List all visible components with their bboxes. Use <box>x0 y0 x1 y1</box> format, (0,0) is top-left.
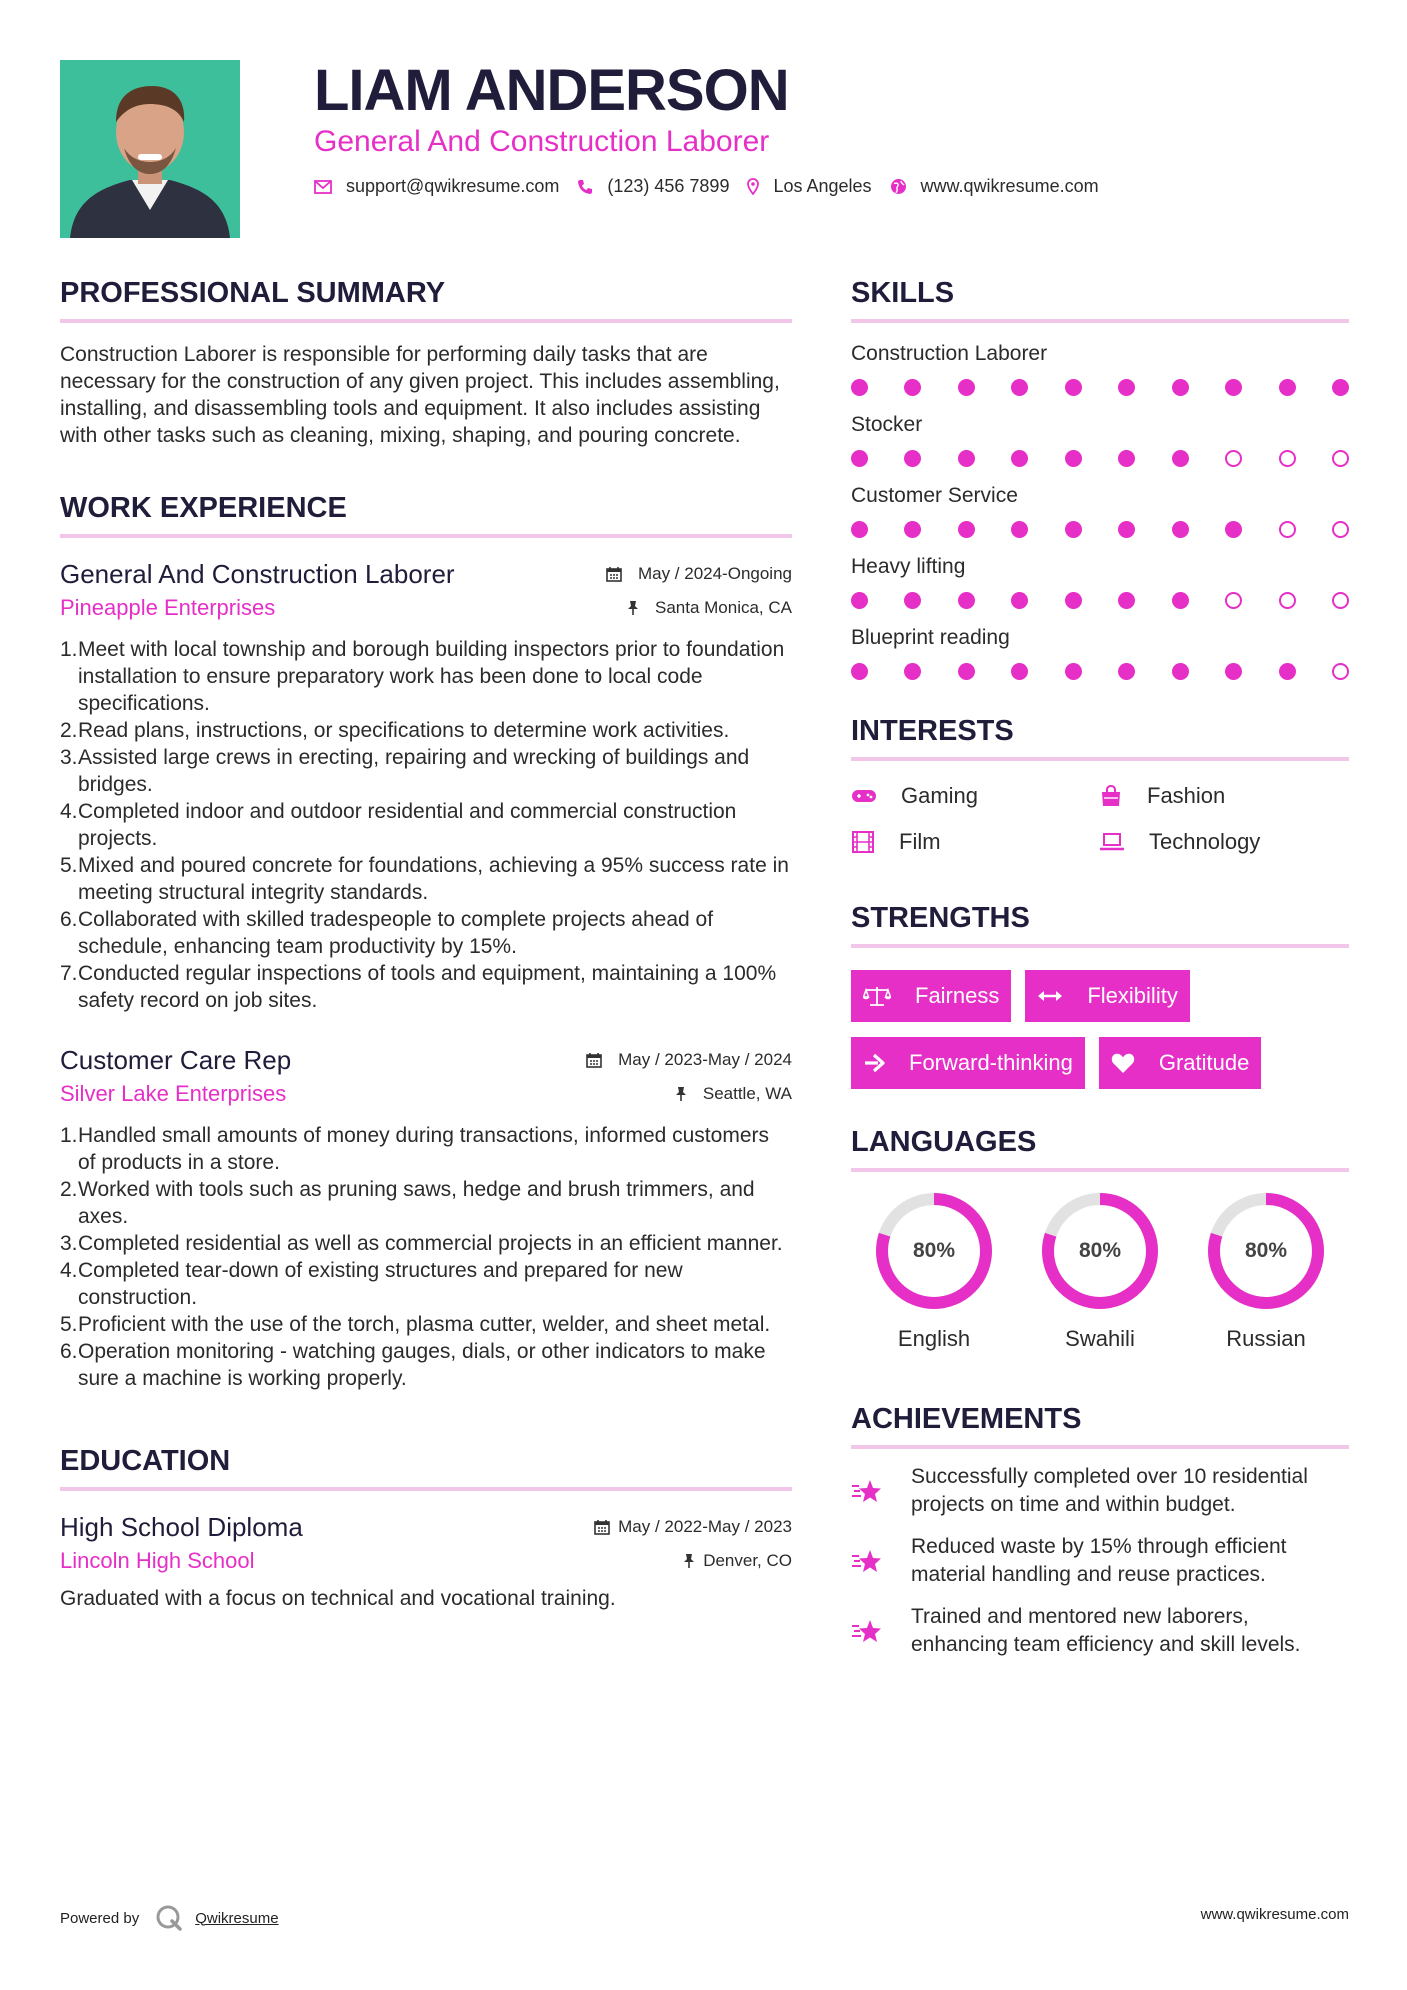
rating-dot-filled <box>1172 521 1189 538</box>
job-date <box>606 564 792 584</box>
list-item <box>60 906 792 960</box>
strength-label: Fairness <box>915 983 1000 1008</box>
rating-dot-filled <box>1332 379 1349 396</box>
arrows-horizontal-icon <box>1037 989 1075 1003</box>
interest-label: Technology <box>1149 829 1261 854</box>
list-item-text: Mixed and poured concrete for foundations, achieving a 95% success rate in meeting structural integrity standards. <box>78 854 789 904</box>
rating-dot-filled <box>851 521 868 538</box>
list-number: 4. <box>60 800 78 823</box>
strength-chip <box>1099 1037 1262 1089</box>
strength-chip <box>851 1037 1085 1089</box>
rating-dot-filled <box>1279 663 1296 680</box>
list-number: 3. <box>60 746 78 769</box>
language-list <box>851 1190 1349 1352</box>
envelope-icon <box>314 180 332 194</box>
list-item-text: Meet with local township and borough building inspectors prior to foundation installation to ensure preparatory work has been done to local code specifications. <box>78 638 785 715</box>
interest-item <box>1099 829 1349 855</box>
education-location-text: Denver, CO <box>703 1551 792 1570</box>
list-item-text: Collaborated with skilled tradespeople to complete projects ahead of schedule, enhancing team productivity by 15%. <box>78 908 714 958</box>
qwikresume-logo-icon <box>155 1904 183 1932</box>
list-item <box>60 1257 792 1311</box>
rating-dot-filled <box>958 379 975 396</box>
rating-dot-filled <box>1225 521 1242 538</box>
language-name: Russian <box>1226 1326 1306 1351</box>
interests-title: INTERESTS <box>851 715 1014 747</box>
experience-section <box>60 491 792 1392</box>
rating-dot-filled <box>1065 592 1082 609</box>
rating-dot-filled <box>958 521 975 538</box>
languages-section <box>851 1125 1349 1352</box>
list-item-text: Operation monitoring - watching gauges, dials, or other indicators to make sure a machine is working properly. <box>78 1340 766 1390</box>
rating-dot-filled <box>851 592 868 609</box>
summary-title: PROFESSIONAL SUMMARY <box>60 277 446 309</box>
calendar-icon <box>586 1052 610 1068</box>
rating-dot-filled <box>851 450 868 467</box>
strength-label: Forward-thinking <box>909 1050 1073 1075</box>
section-divider <box>851 1168 1349 1172</box>
language-item <box>851 1190 1017 1352</box>
skill-item <box>851 625 1349 680</box>
skills-title: SKILLS <box>851 277 955 309</box>
job-location-text: Santa Monica, CA <box>654 598 792 617</box>
strengths-section <box>851 901 1349 1089</box>
list-item <box>60 1122 792 1176</box>
list-number: 5. <box>60 1313 78 1336</box>
list-item <box>60 744 792 798</box>
contact-website[interactable] <box>890 176 1099 197</box>
gamepad-icon <box>851 787 889 805</box>
language-percent: 80% <box>1244 1239 1288 1262</box>
rating-dot-filled <box>904 663 921 680</box>
film-icon <box>851 830 887 854</box>
job-bullets <box>60 636 792 1014</box>
job-date-text: May / 2024-Ongoing <box>637 564 792 583</box>
rating-dot-filled <box>958 663 975 680</box>
list-number: 6. <box>60 908 78 931</box>
list-item <box>60 717 792 744</box>
skill-name: Stocker <box>851 413 923 436</box>
language-percent: 80% <box>1078 1239 1122 1262</box>
rating-dot-filled <box>1172 592 1189 609</box>
strength-label: Gratitude <box>1158 1050 1250 1075</box>
rating-dot-filled <box>1225 379 1242 396</box>
contact-phone[interactable] <box>577 176 729 197</box>
rating-dot-filled <box>1118 663 1135 680</box>
profile-photo <box>60 60 240 238</box>
skill-rating <box>851 450 1349 467</box>
education-section <box>60 1444 792 1612</box>
job-location-text: Seattle, WA <box>702 1084 792 1103</box>
rating-dot-empty <box>1332 663 1349 680</box>
job-title: Customer Care Rep <box>60 1045 292 1075</box>
summary-section <box>60 276 792 449</box>
skill-item <box>851 554 1349 609</box>
strengths-title: STRENGTHS <box>851 902 1030 934</box>
achievement-item <box>851 1533 1349 1589</box>
section-divider <box>851 944 1349 948</box>
skill-list <box>851 341 1349 680</box>
contact-email[interactable] <box>314 176 559 197</box>
skill-name: Customer Service <box>851 484 1018 507</box>
achievements-section <box>851 1402 1349 1659</box>
section-divider <box>60 319 792 323</box>
education-location <box>683 1551 792 1571</box>
strength-label: Flexibility <box>1087 983 1178 1008</box>
rating-dot-empty <box>1279 521 1296 538</box>
list-item-text: Assisted large crews in erecting, repairing and wrecking of buildings and bridges. <box>78 746 750 796</box>
language-item <box>1017 1190 1183 1352</box>
job-date-text: May / 2023-May / 2024 <box>618 1050 792 1069</box>
rating-dot-filled <box>1225 663 1242 680</box>
job-entry <box>60 558 792 1014</box>
section-divider <box>851 319 1349 323</box>
skill-name: Construction Laborer <box>851 342 1048 365</box>
strength-chip <box>1025 970 1189 1022</box>
interest-label: Fashion <box>1147 783 1226 808</box>
list-number: 6. <box>60 1340 78 1363</box>
list-number: 7. <box>60 962 78 985</box>
interest-label: Gaming <box>901 783 979 808</box>
list-item-text: Worked with tools such as pruning saws, hedge and brush trimmers, and axes. <box>78 1178 755 1228</box>
education-school: Lincoln High School <box>60 1548 255 1573</box>
list-number: 1. <box>60 1124 78 1147</box>
skills-section <box>851 276 1349 680</box>
contact-bar <box>314 176 1117 197</box>
rating-dot-empty <box>1279 592 1296 609</box>
star-burst-icon <box>851 1603 897 1659</box>
job-location <box>627 598 792 618</box>
star-burst-icon <box>851 1463 897 1519</box>
list-item-text: Completed tear-down of existing structures and prepared for new construction. <box>78 1259 683 1309</box>
rating-dot-filled <box>1065 521 1082 538</box>
education-entry <box>60 1511 792 1612</box>
language-item <box>1183 1190 1349 1352</box>
rating-dot-empty <box>1332 450 1349 467</box>
shopping-bag-icon <box>1099 784 1135 808</box>
language-ring <box>873 1190 995 1312</box>
job-list <box>60 558 792 1392</box>
education-date <box>594 1517 792 1537</box>
achievement-text: Reduced waste by 15% through efficient material handling and reuse practices. <box>911 1535 1287 1586</box>
job-date <box>586 1050 792 1070</box>
rating-dot-filled <box>958 450 975 467</box>
job-entry <box>60 1044 792 1392</box>
strength-chip <box>851 970 1011 1022</box>
pushpin-icon <box>683 1553 695 1569</box>
skill-item <box>851 483 1349 538</box>
rating-dot-filled <box>958 592 975 609</box>
achievement-list <box>851 1463 1349 1659</box>
rating-dot-filled <box>1011 592 1028 609</box>
job-title: General And Construction Laborer <box>60 559 455 589</box>
rating-dot-empty <box>1332 592 1349 609</box>
section-divider <box>851 757 1349 761</box>
list-number: 1. <box>60 638 78 661</box>
rating-dot-empty <box>1225 450 1242 467</box>
rating-dot-filled <box>1011 379 1028 396</box>
rating-dot-filled <box>1011 450 1028 467</box>
interest-item <box>851 783 1099 809</box>
calendar-icon <box>606 566 630 582</box>
list-number: 4. <box>60 1259 78 1282</box>
interest-item <box>851 829 1099 855</box>
arrow-right-icon <box>863 1053 897 1073</box>
footer-powered-by <box>60 1904 279 1932</box>
rating-dot-empty <box>1279 450 1296 467</box>
rating-dot-filled <box>1065 663 1082 680</box>
skill-rating <box>851 379 1349 396</box>
interest-label: Film <box>899 829 941 854</box>
rating-dot-filled <box>1172 379 1189 396</box>
contact-website-text: www.qwikresume.com <box>920 176 1099 196</box>
rating-dot-filled <box>1279 379 1296 396</box>
achievement-text: Successfully completed over 10 residential projects on time and within budget. <box>911 1465 1308 1516</box>
candidate-name: LIAM ANDERSON <box>314 58 789 123</box>
list-item <box>60 636 792 717</box>
interest-list <box>851 783 1349 855</box>
list-item-text: Read plans, instructions, or specifications to determine work activities. <box>78 719 730 742</box>
candidate-role: General And Construction Laborer <box>314 125 770 158</box>
education-text: Graduated with a focus on technical and vocational training. <box>60 1587 616 1610</box>
list-item-text: Completed indoor and outdoor residential and commercial construction projects. <box>78 800 737 850</box>
job-company: Silver Lake Enterprises <box>60 1081 287 1106</box>
list-item-text: Conducted regular inspections of tools and equipment, maintaining a 100% safety record on job sites. <box>78 962 777 1012</box>
rating-dot-filled <box>904 592 921 609</box>
contact-phone-text: (123) 456 7899 <box>607 176 730 196</box>
rating-dot-filled <box>1172 450 1189 467</box>
rating-dot-filled <box>1172 663 1189 680</box>
heart-icon <box>1111 1052 1147 1074</box>
job-location <box>675 1084 792 1104</box>
contact-location <box>747 176 871 197</box>
rating-dot-filled <box>1011 521 1028 538</box>
rating-dot-filled <box>851 379 868 396</box>
interests-section <box>851 714 1349 855</box>
languages-title: LANGUAGES <box>851 1126 1037 1158</box>
achievement-item <box>851 1603 1349 1659</box>
list-item <box>60 852 792 906</box>
rating-dot-filled <box>1118 379 1135 396</box>
skill-rating <box>851 663 1349 680</box>
summary-text: Construction Laborer is responsible for performing daily tasks that are necessary for the construction of any given project. This includes assembling, installing, and disassembling tools and equipment. It also includes assisting with other tasks such as cleaning, mixing, shaping, and pouring concrete. <box>60 343 780 447</box>
language-ring <box>1205 1190 1327 1312</box>
calendar-icon <box>594 1519 610 1535</box>
achievements-title: ACHIEVEMENTS <box>851 1403 1082 1435</box>
list-item <box>60 1311 792 1338</box>
language-percent: 80% <box>912 1239 956 1262</box>
language-name: Swahili <box>1065 1326 1135 1351</box>
pushpin-icon <box>675 1086 695 1102</box>
rating-dot-filled <box>1118 450 1135 467</box>
right-column <box>851 276 1349 1659</box>
section-divider <box>60 534 792 538</box>
skill-item <box>851 412 1349 467</box>
achievement-text: Trained and mentored new laborers, enhancing team efficiency and skill levels. <box>911 1605 1301 1656</box>
skill-name: Blueprint reading <box>851 626 1010 649</box>
contact-email-text: support@qwikresume.com <box>346 176 560 196</box>
rating-dot-filled <box>851 663 868 680</box>
job-company: Pineapple Enterprises <box>60 595 276 620</box>
list-number: 2. <box>60 1178 78 1201</box>
rating-dot-filled <box>904 379 921 396</box>
interest-item <box>1099 783 1349 809</box>
list-item-text: Handled small amounts of money during transactions, informed customers of products in a store. <box>78 1124 769 1174</box>
skill-rating <box>851 521 1349 538</box>
education-degree: High School Diploma <box>60 1512 303 1542</box>
pushpin-icon <box>627 600 647 616</box>
rating-dot-filled <box>1118 592 1135 609</box>
skill-name: Heavy lifting <box>851 555 966 578</box>
list-number: 3. <box>60 1232 78 1255</box>
list-item <box>60 1338 792 1392</box>
education-title: EDUCATION <box>60 1445 231 1477</box>
section-divider <box>851 1445 1349 1449</box>
powered-by-text: Powered by <box>60 1909 140 1927</box>
list-item <box>60 798 792 852</box>
education-date-text: May / 2022-May / 2023 <box>618 1517 792 1536</box>
list-number: 2. <box>60 719 78 742</box>
map-marker-icon <box>747 178 759 195</box>
achievement-item <box>851 1463 1349 1519</box>
star-burst-icon <box>851 1533 897 1589</box>
list-item <box>60 1176 792 1230</box>
skill-rating <box>851 592 1349 609</box>
rating-dot-filled <box>904 521 921 538</box>
section-divider <box>60 1487 792 1491</box>
list-item <box>60 960 792 1014</box>
language-ring <box>1039 1190 1161 1312</box>
list-item-text: Proficient with the use of the torch, plasma cutter, welder, and sheet metal. <box>78 1313 771 1336</box>
phone-icon <box>577 179 593 195</box>
globe-icon <box>890 178 907 195</box>
rating-dot-filled <box>1118 521 1135 538</box>
rating-dot-filled <box>1065 450 1082 467</box>
contact-location-text: Los Angeles <box>773 176 872 196</box>
list-item <box>60 1230 792 1257</box>
balance-scale-icon <box>863 985 903 1007</box>
left-column <box>60 276 792 1612</box>
rating-dot-empty <box>1332 521 1349 538</box>
brand-link[interactable]: Qwikresume <box>195 1909 279 1927</box>
rating-dot-filled <box>1011 663 1028 680</box>
skill-item <box>851 341 1349 396</box>
list-item-text: Completed residential as well as commercial projects in an efficient manner. <box>78 1232 783 1255</box>
strength-list <box>851 970 1349 1089</box>
rating-dot-filled <box>904 450 921 467</box>
rating-dot-empty <box>1225 592 1242 609</box>
experience-title: WORK EXPERIENCE <box>60 492 347 524</box>
job-bullets <box>60 1122 792 1392</box>
rating-dot-filled <box>1065 379 1082 396</box>
language-name: English <box>897 1326 971 1351</box>
footer-url[interactable]: www.qwikresume.com <box>1200 1906 1349 1923</box>
laptop-icon <box>1099 831 1137 853</box>
list-number: 5. <box>60 854 78 877</box>
